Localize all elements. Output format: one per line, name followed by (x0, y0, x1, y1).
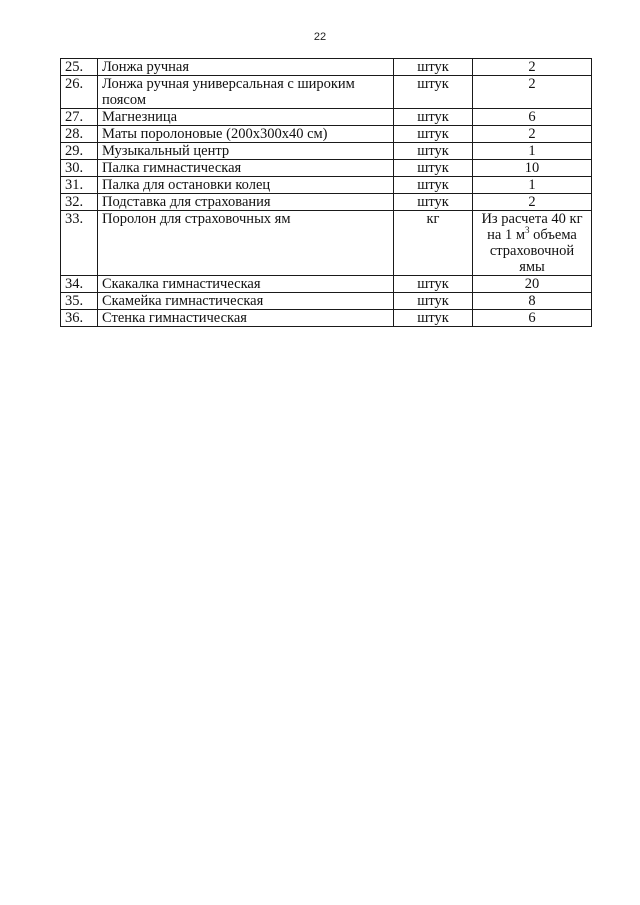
item-quantity: 8 (473, 293, 592, 310)
item-name: Стенка гимнастическая (98, 310, 394, 327)
quantity-line: страховочной (489, 243, 575, 259)
item-unit: штук (394, 177, 473, 194)
row-number: 27. (61, 109, 98, 126)
item-unit: штук (394, 276, 473, 293)
item-quantity (473, 211, 592, 276)
page-number: 22 (313, 31, 327, 43)
row-number: 33. (61, 211, 98, 276)
table-row (61, 310, 592, 327)
row-number: 28. (61, 126, 98, 143)
item-name: Скакалка гимнастическая (98, 276, 394, 293)
table-row (61, 160, 592, 177)
row-number: 34. (61, 276, 98, 293)
row-number: 26. (61, 76, 98, 109)
item-name: Подставка для страхования (98, 194, 394, 211)
item-name: Магнезница (98, 109, 394, 126)
table-row (61, 143, 592, 160)
item-quantity: 1 (473, 177, 592, 194)
item-name: Маты поролоновые (200х300х40 см) (98, 126, 394, 143)
item-quantity: 6 (473, 109, 592, 126)
table-row (61, 276, 592, 293)
item-unit: штук (394, 143, 473, 160)
row-number: 25. (61, 59, 98, 76)
equipment-table (60, 58, 592, 327)
table-row (61, 76, 592, 109)
table-row (61, 126, 592, 143)
quantity-line: ямы (519, 259, 545, 275)
item-quantity: 6 (473, 310, 592, 327)
quantity-line: Из расчета 40 кг (481, 211, 583, 227)
item-unit: штук (394, 160, 473, 177)
item-name: Палка гимнастическая (98, 160, 394, 177)
item-quantity: 10 (473, 160, 592, 177)
item-unit: штук (394, 310, 473, 327)
row-number: 36. (61, 310, 98, 327)
quantity-text: объема (529, 227, 577, 243)
item-unit: штук (394, 126, 473, 143)
item-name: Лонжа ручная (98, 59, 394, 76)
item-quantity: 20 (473, 276, 592, 293)
item-unit: штук (394, 293, 473, 310)
table-row (61, 293, 592, 310)
item-unit: кг (394, 211, 473, 276)
item-quantity: 1 (473, 143, 592, 160)
item-unit: штук (394, 194, 473, 211)
item-unit: штук (394, 76, 473, 109)
row-number: 32. (61, 194, 98, 211)
item-quantity: 2 (473, 76, 592, 109)
row-number: 29. (61, 143, 98, 160)
table-row (61, 194, 592, 211)
item-name: Музыкальный центр (98, 143, 394, 160)
quantity-text: на 1 м (487, 227, 526, 243)
item-quantity: 2 (473, 126, 592, 143)
table-row (61, 59, 592, 76)
item-quantity: 2 (473, 59, 592, 76)
item-name: Палка для остановки колец (98, 177, 394, 194)
item-unit: штук (394, 109, 473, 126)
table-row (61, 211, 592, 276)
item-quantity: 2 (473, 194, 592, 211)
row-number: 30. (61, 160, 98, 177)
table-row (61, 177, 592, 194)
row-number: 35. (61, 293, 98, 310)
item-name: Лонжа ручная универсальная с широким поясом (98, 76, 394, 109)
quantity-line (477, 227, 587, 243)
item-name: Скамейка гимнастическая (98, 293, 394, 310)
item-unit: штук (394, 59, 473, 76)
row-number: 31. (61, 177, 98, 194)
item-name: Поролон для страховочных ям (98, 211, 394, 276)
table-row (61, 109, 592, 126)
superscript: 3 (525, 225, 530, 236)
